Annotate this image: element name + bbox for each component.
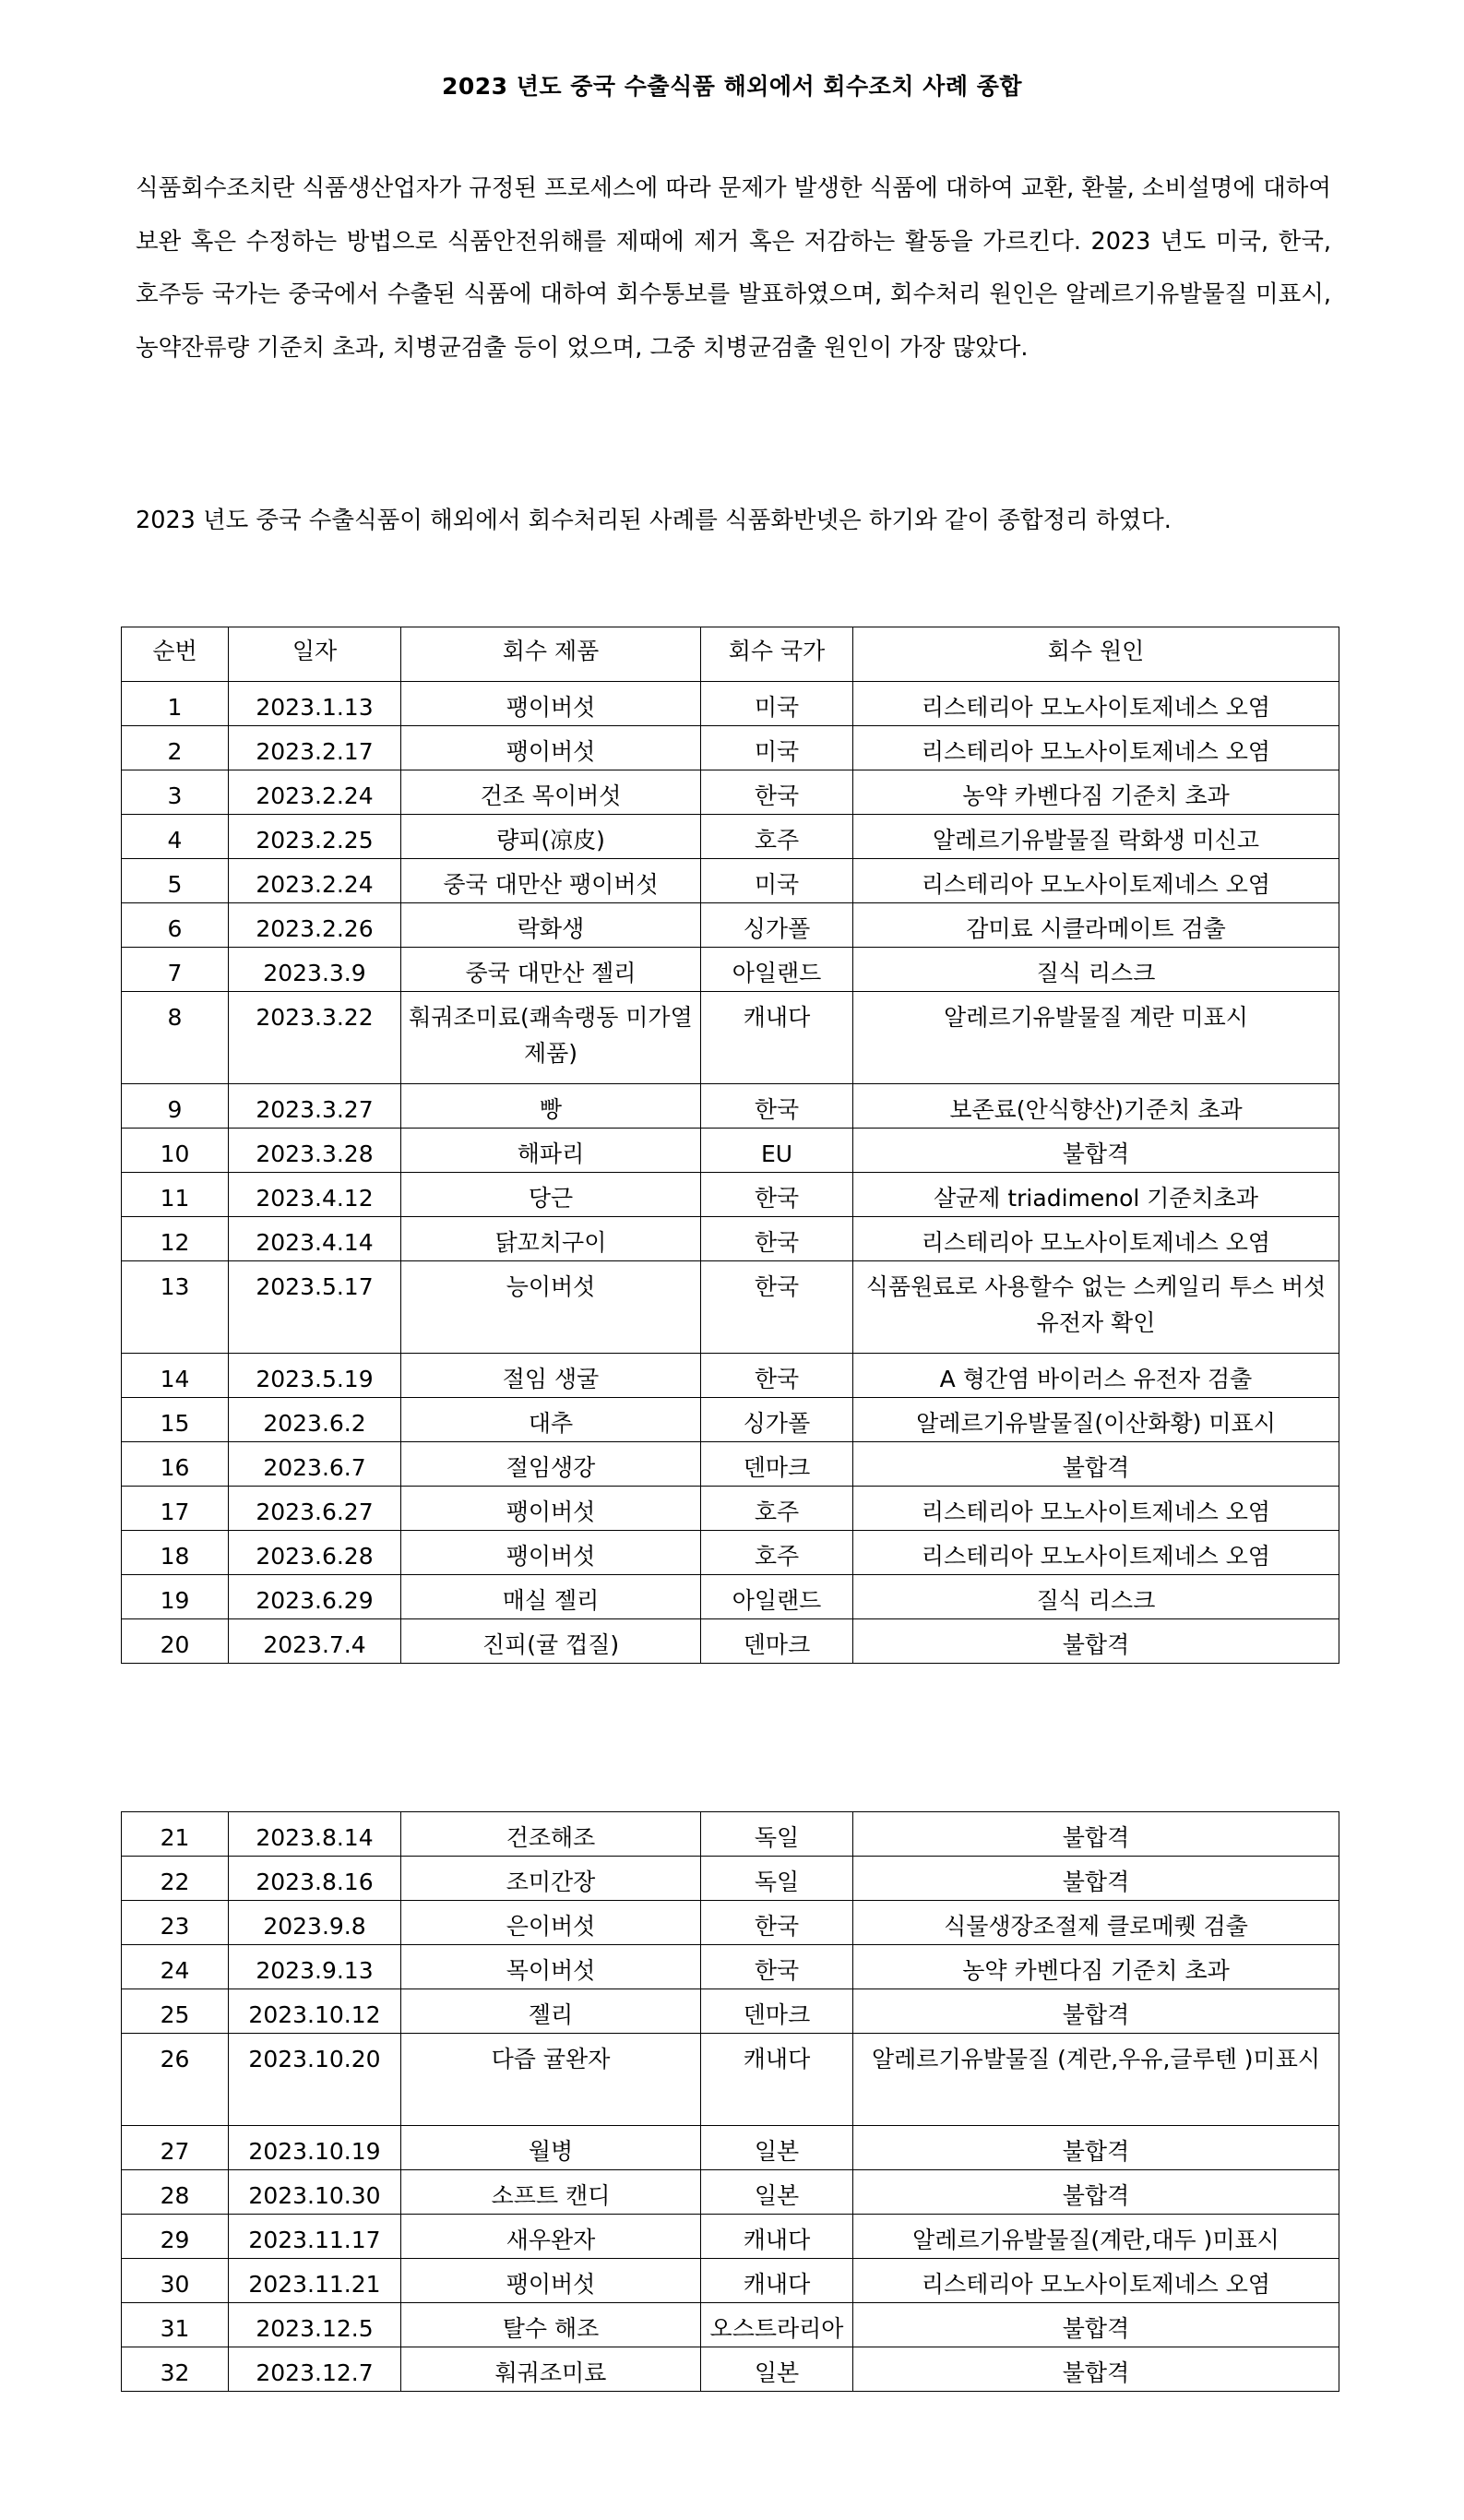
cell-product: 다즙 귤완자 [401,2034,701,2126]
cell-product: 목이버섯 [401,1945,701,1989]
cell-country: 덴마크 [701,1442,853,1487]
cell-seq: 7 [122,948,229,992]
cell-seq: 19 [122,1575,229,1619]
cell-reason: 살균제 triadimenol 기준치초과 [853,1173,1339,1217]
cell-product: 건조해조 [401,1812,701,1857]
cell-country: 캐내다 [701,992,853,1084]
cell-seq: 22 [122,1857,229,1901]
table-row [122,1129,1339,1173]
table-header-row [122,627,1339,682]
table-row [122,2303,1339,2347]
cell-seq: 23 [122,1901,229,1945]
summary-paragraph: 2023 년도 중국 수출식품이 해외에서 회수처리된 사례를 식품화반넷은 하기와 같이 종합정리 하였다. [136,507,1172,534]
cell-product: 팽이버섯 [401,1531,701,1575]
cell-product: 닭꼬치구이 [401,1217,701,1261]
cell-product: 빵 [401,1084,701,1129]
cell-product: 조미간장 [401,1857,701,1901]
cell-seq: 15 [122,1398,229,1442]
table-row [122,1531,1339,1575]
cell-seq: 10 [122,1129,229,1173]
cell-date: 2023.6.7 [229,1442,401,1487]
cell-date: 2023.3.28 [229,1129,401,1173]
cell-date: 2023.3.9 [229,948,401,992]
cell-seq: 9 [122,1084,229,1129]
table-row [122,2259,1339,2303]
cell-date: 2023.10.12 [229,1989,401,2034]
cell-reason: 불합격 [853,2347,1339,2392]
table-row [122,903,1339,948]
cell-country: 아일랜드 [701,948,853,992]
cell-reason: 불합격 [853,1989,1339,2034]
table-row [122,815,1339,859]
cell-date: 2023.8.16 [229,1857,401,1901]
cell-product: 절임생강 [401,1442,701,1487]
cell-country: EU [701,1129,853,1173]
cell-reason: 알레르기유발물질 락화생 미신고 [853,815,1339,859]
cell-seq: 21 [122,1812,229,1857]
header-date: 일자 [229,627,401,682]
cell-seq: 11 [122,1173,229,1217]
cell-seq: 13 [122,1261,229,1354]
table-row [122,2034,1339,2126]
cell-product: 매실 젤리 [401,1575,701,1619]
table-row [122,1945,1339,1989]
cell-product: 절임 생굴 [401,1354,701,1398]
cell-seq: 32 [122,2347,229,2392]
cell-reason: 식물생장조절제 클로메퀫 검출 [853,1901,1339,1945]
cell-product: 팽이버섯 [401,682,701,726]
cell-reason: 불합격 [853,1129,1339,1173]
table-row [122,2347,1339,2392]
cell-reason: 감미료 시클라메이트 검출 [853,903,1339,948]
cell-country: 호주 [701,1531,853,1575]
cell-seq: 1 [122,682,229,726]
cell-date: 2023.2.24 [229,859,401,903]
cell-seq: 6 [122,903,229,948]
header-seq: 순번 [122,627,229,682]
cell-country: 덴마크 [701,1989,853,2034]
table-row [122,1989,1339,2034]
cell-seq: 20 [122,1619,229,1664]
table-row [122,2215,1339,2259]
cell-reason: 질식 리스크 [853,948,1339,992]
table-row [122,859,1339,903]
table-row [122,1575,1339,1619]
cell-country: 한국 [701,1173,853,1217]
cell-reason: 리스테리아 모노사이트제네스 오염 [853,1487,1339,1531]
cell-date: 2023.3.27 [229,1084,401,1129]
cell-country: 호주 [701,1487,853,1531]
cell-date: 2023.2.26 [229,903,401,948]
cell-date: 2023.10.20 [229,2034,401,2126]
cell-reason: 리스테리아 모노사이트제네스 오염 [853,1531,1339,1575]
cell-reason: 농약 카벤다짐 기준치 초과 [853,1945,1339,1989]
table-row [122,1442,1339,1487]
cell-reason: 리스테리아 모노사이토제네스 오염 [853,859,1339,903]
cell-reason: 알레르기유발물질 (계란,우유,글루텐 )미표시 [853,2034,1339,2126]
document-title: 2023 년도 중국 수출식품 해외에서 회수조치 사례 종합 [441,73,1022,100]
table-row [122,682,1339,726]
cell-country: 캐내다 [701,2034,853,2126]
cell-country: 호주 [701,815,853,859]
cell-date: 2023.2.25 [229,815,401,859]
cell-reason: 알레르기유발물질 계란 미표시 [853,992,1339,1084]
header-reason: 회수 원인 [853,627,1339,682]
cell-country: 일본 [701,2347,853,2392]
cell-reason: 불합격 [853,2170,1339,2215]
table-row [122,1901,1339,1945]
cell-country: 캐내다 [701,2259,853,2303]
cell-seq: 8 [122,992,229,1084]
cell-product: 월병 [401,2126,701,2170]
cell-country: 싱가폴 [701,903,853,948]
cell-country: 아일랜드 [701,1575,853,1619]
cell-product: 량피(凉皮) [401,815,701,859]
cell-seq: 30 [122,2259,229,2303]
cell-product: 중국 대만산 팽이버섯 [401,859,701,903]
cell-reason: 알레르기유발물질(계란,대두 )미표시 [853,2215,1339,2259]
cell-product: 락화생 [401,903,701,948]
cell-reason: 식품원료로 사용할수 없는 스케일리 투스 버섯 유전자 확인 [853,1261,1339,1354]
cell-reason: 리스테리아 모노사이토제네스 오염 [853,726,1339,770]
cell-product: 새우완자 [401,2215,701,2259]
cell-date: 2023.11.21 [229,2259,401,2303]
cell-date: 2023.5.17 [229,1261,401,1354]
cell-seq: 24 [122,1945,229,1989]
cell-date: 2023.10.30 [229,2170,401,2215]
cell-product: 당근 [401,1173,701,1217]
table-row [122,948,1339,992]
cell-product: 소프트 캔디 [401,2170,701,2215]
cell-date: 2023.10.19 [229,2126,401,2170]
cell-country: 캐내다 [701,2215,853,2259]
cell-seq: 26 [122,2034,229,2126]
cell-product: 훠궈조미료 [401,2347,701,2392]
cell-country: 일본 [701,2126,853,2170]
cell-country: 독일 [701,1812,853,1857]
cell-product: 건조 목이버섯 [401,770,701,815]
cell-seq: 14 [122,1354,229,1398]
cell-country: 한국 [701,1354,853,1398]
cell-reason: 불합격 [853,2126,1339,2170]
cell-country: 오스트라리아 [701,2303,853,2347]
cell-country: 일본 [701,2170,853,2215]
cell-date: 2023.6.28 [229,1531,401,1575]
cell-reason: 보존료(안식향산)기준치 초과 [853,1084,1339,1129]
cell-seq: 18 [122,1531,229,1575]
cell-reason: 질식 리스크 [853,1575,1339,1619]
table-row [122,2126,1339,2170]
cell-date: 2023.9.13 [229,1945,401,1989]
cell-date: 2023.7.4 [229,1619,401,1664]
cell-reason: 리스테리아 모노사이토제네스 오염 [853,682,1339,726]
table-row [122,1354,1339,1398]
header-product: 회수 제품 [401,627,701,682]
cell-reason: 알레르기유발물질(이산화황) 미표시 [853,1398,1339,1442]
cell-date: 2023.6.2 [229,1398,401,1442]
cell-country: 한국 [701,1945,853,1989]
cell-seq: 28 [122,2170,229,2215]
cell-country: 싱가폴 [701,1398,853,1442]
table-row [122,2170,1339,2215]
table-row [122,1261,1339,1354]
cell-reason: 불합격 [853,1619,1339,1664]
cell-product: 훠궈조미료(쾌속랭동 미가열 제품) [401,992,701,1084]
table-row [122,1619,1339,1664]
cell-date: 2023.12.7 [229,2347,401,2392]
cell-seq: 31 [122,2303,229,2347]
cell-date: 2023.6.27 [229,1487,401,1531]
cell-product: 진피(귤 껍질) [401,1619,701,1664]
cell-seq: 5 [122,859,229,903]
cell-reason: 리스테리아 모노사이토제네스 오염 [853,1217,1339,1261]
cell-date: 2023.1.13 [229,682,401,726]
cell-date: 2023.2.17 [229,726,401,770]
cell-product: 대추 [401,1398,701,1442]
cell-date: 2023.6.29 [229,1575,401,1619]
table-row [122,1398,1339,1442]
cell-country: 미국 [701,859,853,903]
cell-product: 중국 대만산 젤리 [401,948,701,992]
cell-product: 해파리 [401,1129,701,1173]
cell-date: 2023.8.14 [229,1812,401,1857]
cell-date: 2023.11.17 [229,2215,401,2259]
cell-reason: 불합격 [853,1812,1339,1857]
cell-reason: 불합격 [853,2303,1339,2347]
cell-product: 탈수 해조 [401,2303,701,2347]
cell-country: 미국 [701,682,853,726]
cell-country: 덴마크 [701,1619,853,1664]
cell-seq: 2 [122,726,229,770]
cell-reason: 농약 카벤다짐 기준치 초과 [853,770,1339,815]
cell-country: 한국 [701,1084,853,1129]
table-row [122,1857,1339,1901]
cell-date: 2023.4.14 [229,1217,401,1261]
cell-date: 2023.4.12 [229,1173,401,1217]
header-country: 회수 국가 [701,627,853,682]
table-row [122,726,1339,770]
table-row [122,992,1339,1084]
cell-country: 독일 [701,1857,853,1901]
cell-product: 팽이버섯 [401,1487,701,1531]
cell-reason: 불합격 [853,1857,1339,1901]
cell-date: 2023.12.5 [229,2303,401,2347]
cell-country: 한국 [701,770,853,815]
cell-seq: 12 [122,1217,229,1261]
cell-product: 은이버섯 [401,1901,701,1945]
recall-table-part2 [121,1811,1339,2392]
table-row [122,1812,1339,1857]
cell-country: 한국 [701,1261,853,1354]
cell-seq: 29 [122,2215,229,2259]
cell-seq: 25 [122,1989,229,2034]
cell-reason: A 형간염 바이러스 유전자 검출 [853,1354,1339,1398]
cell-seq: 17 [122,1487,229,1531]
cell-date: 2023.9.8 [229,1901,401,1945]
cell-product: 능이버섯 [401,1261,701,1354]
cell-reason: 리스테리아 모노사이토제네스 오염 [853,2259,1339,2303]
table-row [122,1084,1339,1129]
cell-product: 팽이버섯 [401,2259,701,2303]
table-row [122,770,1339,815]
cell-product: 팽이버섯 [401,726,701,770]
intro-paragraph: 식품회수조치란 식품생산업자가 규정된 프로세스에 따라 문제가 발생한 식품에 대하여 교환, 환불, 소비설명에 대하여 보완 혹은 수정하는 방법으로 식품안전위해를 제때에 제거 혹은 저감하는 활동을 가르킨다. 2023 년도 미국, 한국, 호주등 국가는 중국에서 수출된 식품에 대하여 회수통보를 발표하였으며, 회수처리 원인은 알레르기유발물질 미표시, 농약잔류량 기준치 초과, 치병균검출 등이 었으며, 그중 치병균검출 원인이 가장 많았다. [136,174,1331,362]
cell-seq: 3 [122,770,229,815]
table-row [122,1487,1339,1531]
cell-seq: 27 [122,2126,229,2170]
cell-date: 2023.5.19 [229,1354,401,1398]
table-row [122,1173,1339,1217]
cell-reason: 불합격 [853,1442,1339,1487]
table-row [122,1217,1339,1261]
recall-table-part1 [121,627,1339,1664]
cell-date: 2023.3.22 [229,992,401,1084]
cell-date: 2023.2.24 [229,770,401,815]
cell-seq: 16 [122,1442,229,1487]
cell-country: 한국 [701,1901,853,1945]
cell-seq: 4 [122,815,229,859]
cell-country: 한국 [701,1217,853,1261]
cell-country: 미국 [701,726,853,770]
cell-product: 젤리 [401,1989,701,2034]
